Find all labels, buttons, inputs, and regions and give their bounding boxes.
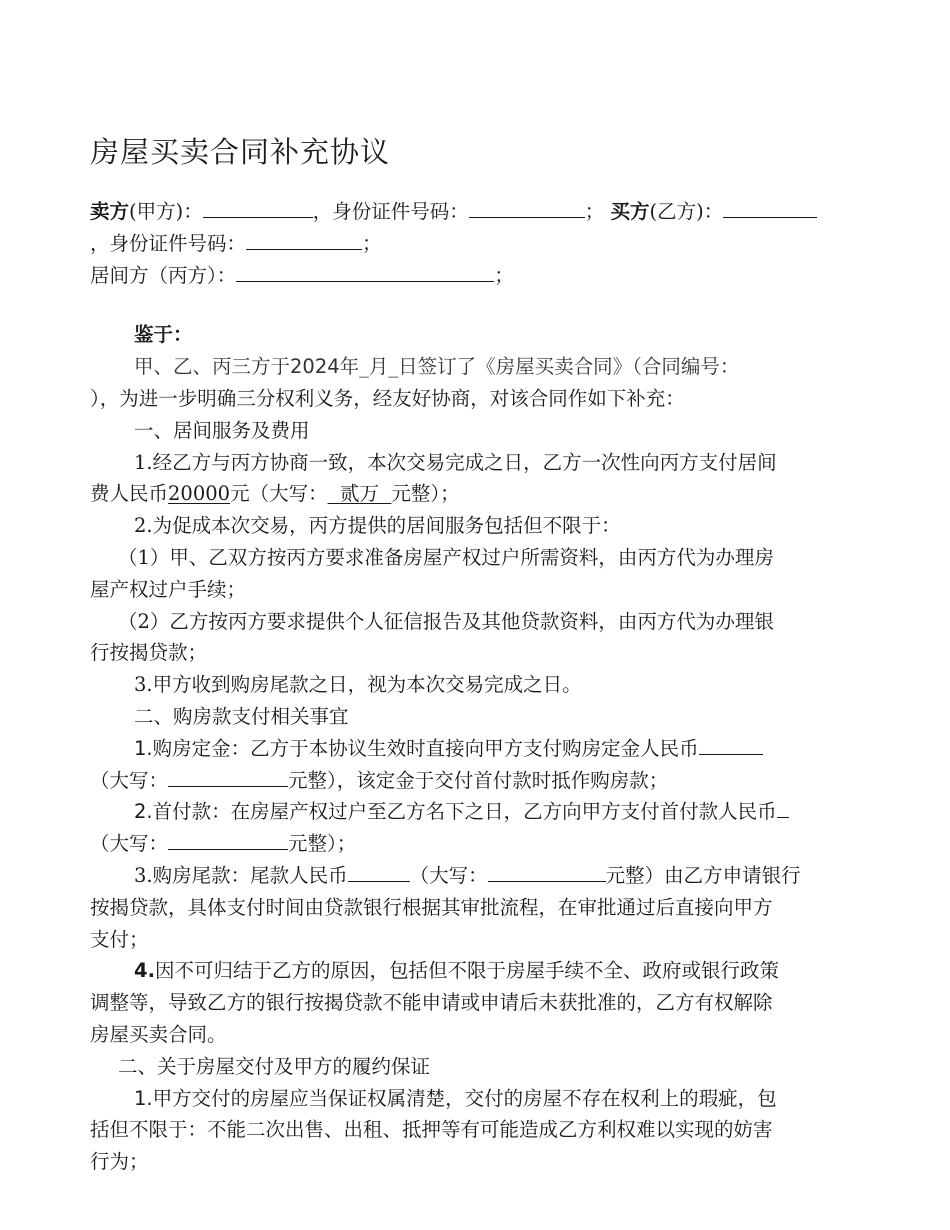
section-1-sub-2-cont: 行按揭贷款； — [90, 641, 208, 665]
deposit-amount-blank[interactable] — [699, 734, 763, 755]
section-2-item-2-cont — [90, 828, 860, 860]
text: 费人民币 — [90, 482, 169, 506]
parties-line-1 — [90, 196, 860, 228]
final-payment-blank[interactable] — [348, 861, 410, 882]
section-3-heading: 二、关于房屋交付及甲方的履约保证 — [118, 1054, 431, 1078]
section-1-sub-2: （2）乙方按丙方要求提供个人征信报告及其他贷款资料，由丙方代为办理银 — [118, 609, 774, 633]
section-3-item-1-cont: 行为； — [90, 1150, 149, 1174]
section-1-sub-1-cont: 屋产权过户手续； — [90, 577, 247, 601]
text: 元整）； — [391, 482, 460, 506]
section-2-item-2 — [90, 796, 860, 828]
text: ：在房屋产权过户至乙方名下之日，乙方向甲方支付首付款人民币 — [211, 800, 777, 824]
seller-id-blank[interactable] — [469, 197, 585, 218]
separator: ； — [584, 200, 605, 223]
separator: ； — [362, 231, 382, 255]
whereas-text: 年_月_日签订了《房屋买卖合同》（合同编号： — [339, 355, 740, 379]
seller-label: 卖方 — [90, 200, 130, 223]
section-3-item-1 — [90, 1083, 860, 1115]
section-1-item-3: 3.甲方收到购房尾款之日，视为本次交易完成之日。 — [134, 673, 582, 697]
document-body — [90, 196, 860, 1178]
text: （大写： — [409, 863, 488, 887]
text: 于本协议生效时直接向甲方支付购房定金人民币 — [289, 736, 699, 760]
down-payment-blank[interactable] — [777, 797, 789, 818]
section-2-heading: 二、购房款支付相关事宜 — [134, 704, 349, 728]
seller-party-label: (甲方)： — [129, 200, 203, 223]
agent-name-blank[interactable] — [236, 261, 494, 282]
text: 元整）； — [288, 832, 357, 856]
section-1-item-1-cont — [90, 478, 860, 510]
whereas-year: 2024 — [290, 355, 340, 379]
section-2-item-1-cont — [90, 765, 860, 797]
separator: ； — [494, 263, 514, 287]
whereas-text: 甲、乙、丙三方于 — [134, 355, 291, 379]
text: 因不可归结于乙方的原因，包括但不限于房屋手续不全、政府或银行政策 — [154, 959, 779, 983]
buyer-id-label: ，身份证件号码： — [90, 231, 247, 255]
text: 甲方交付的房屋应当保证权属清楚，交付的房屋不存在权利上的瑕疵，包 — [152, 1086, 777, 1110]
section-2-item-4-cont: 房屋买卖合同。 — [90, 1022, 227, 1046]
text: 元整），该定金于交付首付款时抵作购房款； — [288, 768, 669, 792]
section-2-item-3-cont: 支付； — [90, 927, 149, 951]
section-2-item-1 — [90, 733, 860, 765]
parties-line-3 — [90, 260, 860, 292]
item-number: 1. — [134, 1086, 153, 1110]
whereas-line-2 — [90, 383, 860, 415]
final-payment-words-blank[interactable] — [488, 861, 606, 882]
whereas-label: 鉴于： — [134, 323, 193, 347]
section-2-item-4-cont: 调整等，导致乙方的银行按揭贷款不能申请或申请后未获批准的，乙方有权解除 — [90, 991, 773, 1015]
section-1-sub-1: （1）甲、乙双方按丙方要求准备房屋产权过户所需资料，由丙方代为办理房 — [118, 545, 774, 569]
party-name: 乙方 — [250, 736, 290, 760]
section-2-item-3 — [90, 860, 860, 892]
buyer-name-blank[interactable] — [723, 197, 817, 218]
whereas-heading — [90, 319, 860, 351]
agent-label: 居间方（丙方）： — [90, 263, 237, 287]
fee-amount-words: 贰万 — [327, 482, 392, 506]
document-title: 房屋买卖合同补充协议 — [90, 135, 391, 169]
deposit-label: 1.购房定金 — [134, 736, 231, 760]
seller-name-blank[interactable] — [203, 197, 313, 218]
text: （大写： — [90, 832, 169, 856]
fee-amount: 20000 — [168, 482, 231, 506]
whereas-text: ），为进一步明确三分权利义务，经友好协商，对该合同作如下补充： — [90, 386, 685, 410]
parties-line-2 — [90, 228, 860, 260]
section-3-item-1-cont: 括但不限于：不能二次出售、出租、抵押等有可能造成乙方利权难以实现的妨害 — [90, 1118, 773, 1142]
seller-id-label: ，身份证件号码： — [312, 200, 469, 223]
section-2-item-3-cont: 按揭贷款，具体支付时间由贷款银行根据其审批流程，在审批通过后直接向甲方 — [90, 895, 773, 919]
text: （大写： — [90, 768, 169, 792]
whereas-line-1 — [90, 351, 860, 383]
text: 3.购房尾款：尾款人民币 — [134, 863, 348, 887]
section-2-item-4 — [90, 955, 860, 987]
buyer-label: 买方 — [610, 200, 650, 223]
buyer-id-blank[interactable] — [246, 229, 362, 250]
deposit-words-blank[interactable] — [168, 766, 288, 787]
text: 元（大写： — [230, 482, 328, 506]
text: 元整）由乙方申请银行 — [605, 863, 801, 887]
item-number: 4. — [134, 959, 155, 983]
section-1-item-2: 2.为促成本次交易，丙方提供的居间服务包括但不限于： — [134, 514, 621, 538]
section-1-item-1: 1.经乙方与丙方协商一致，本次交易完成之日，乙方一次性向丙方支付居间 — [134, 450, 777, 474]
section-1-heading: 一、居间服务及费用 — [134, 418, 310, 442]
down-payment-words-blank[interactable] — [168, 829, 288, 850]
text: ： — [230, 736, 251, 760]
down-payment-label: 2.首付款 — [134, 800, 212, 824]
buyer-party-label: (乙方)： — [649, 200, 724, 223]
spacer — [90, 291, 860, 319]
